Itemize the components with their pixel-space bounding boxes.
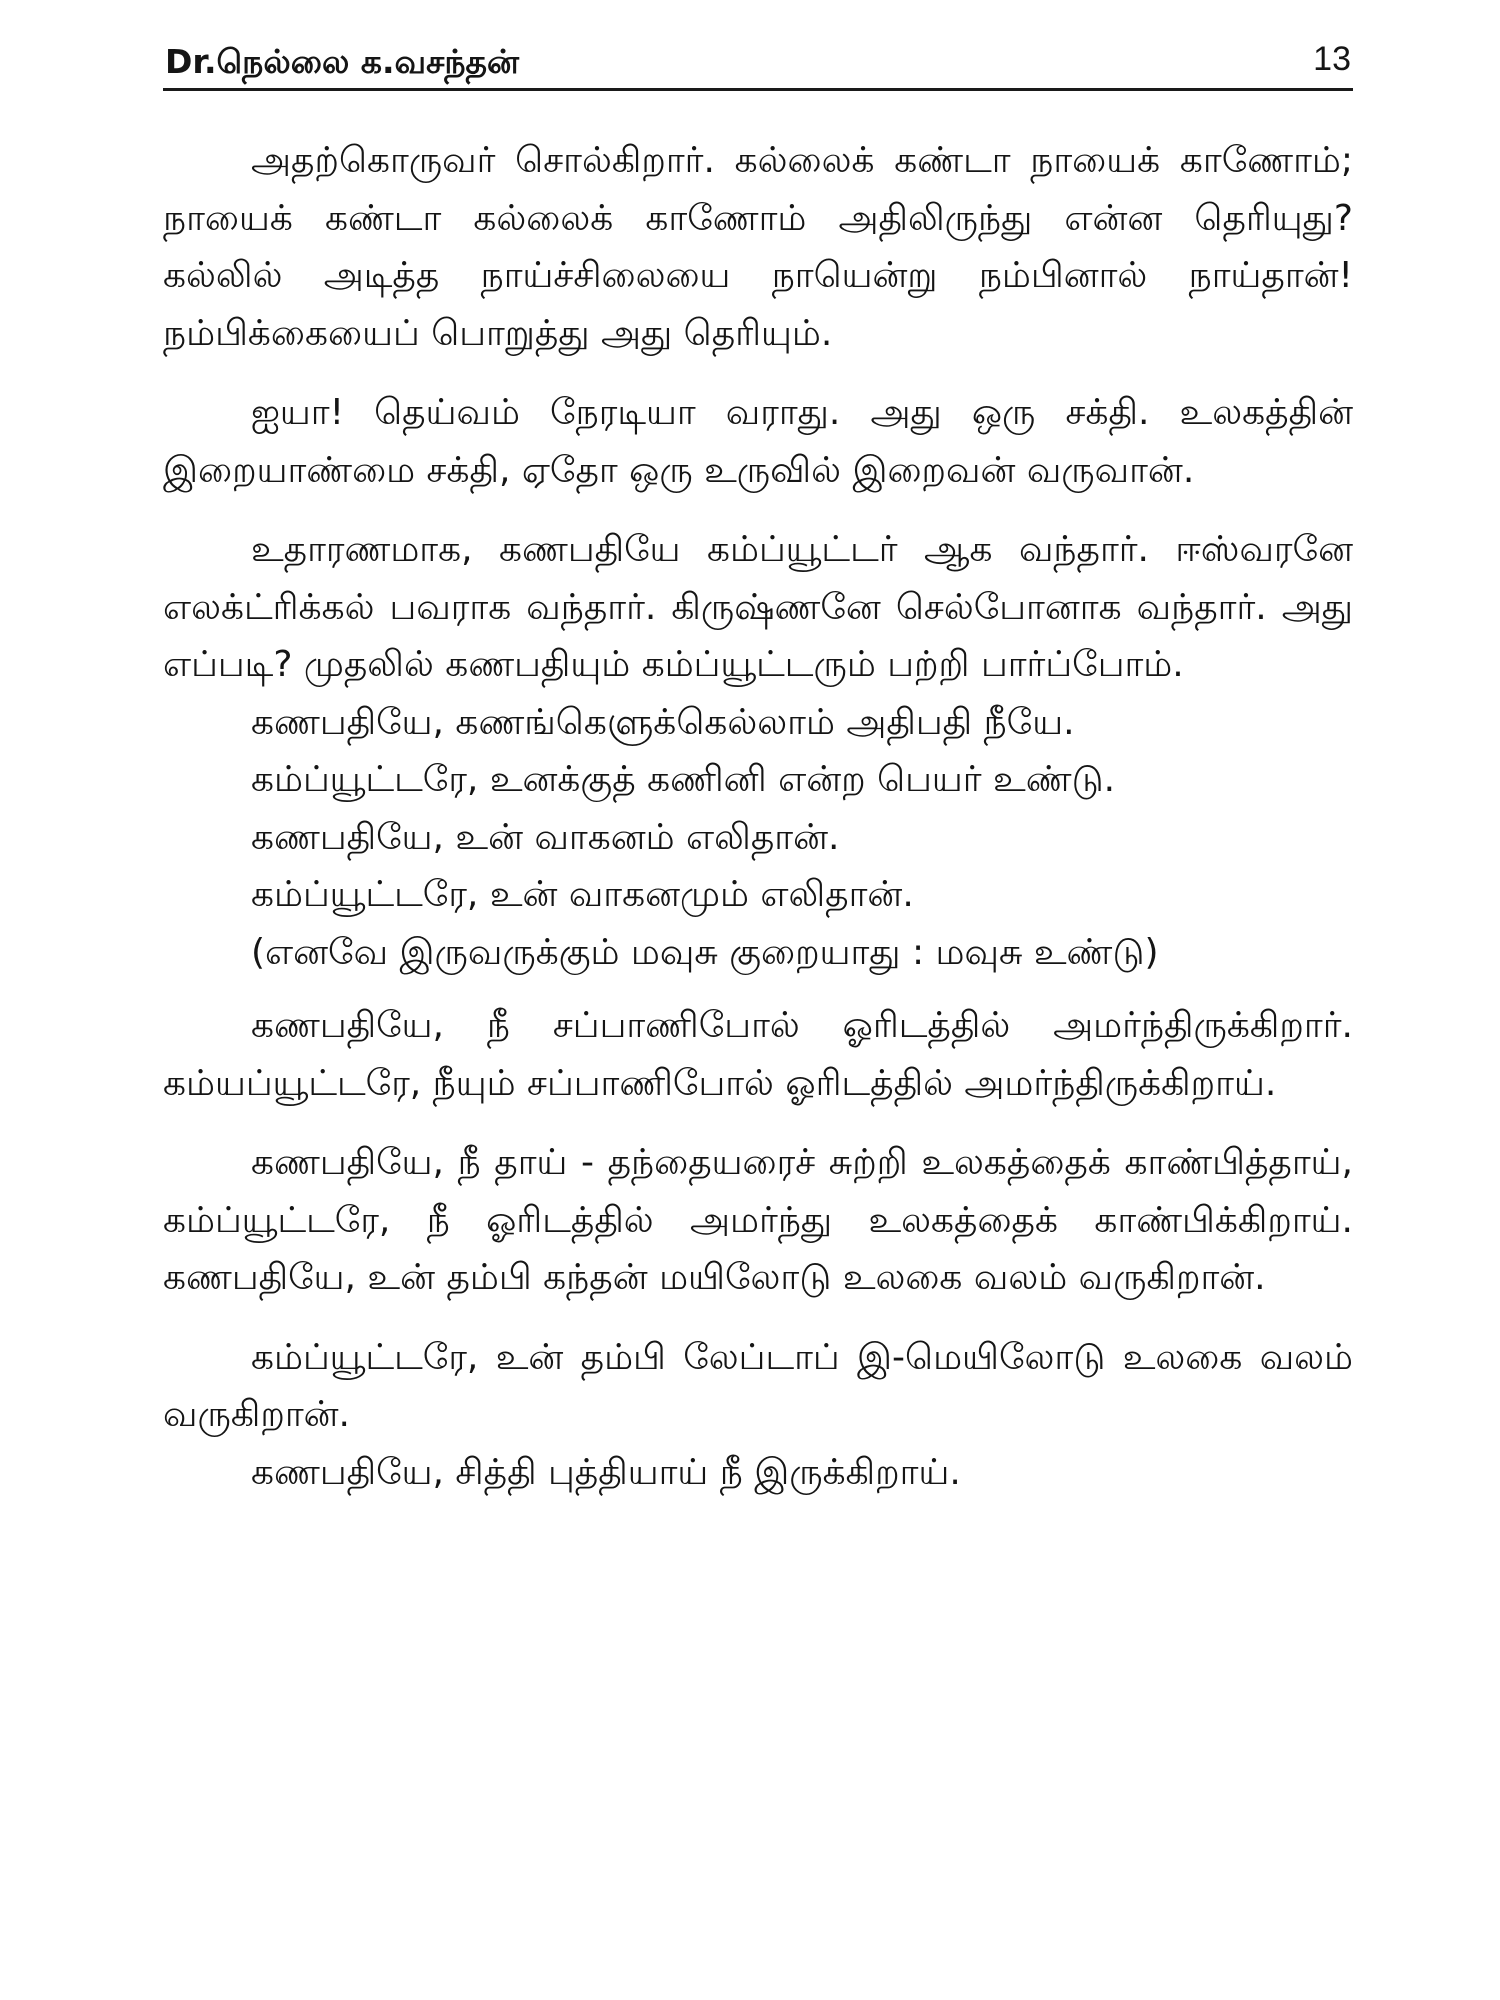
header-author: Dr.நெல்லை க.வசந்தன் <box>165 42 520 81</box>
page-body <box>163 132 1353 1501</box>
paragraph: கணபதியே, நீ தாய் - தந்தையரைச் சுற்றி உலகத்தைக் காண்பித்தாய், கம்ப்யூட்டரே, நீ ஓரிடத்தில் அமர்ந்து உலகத்தைக் காண்பிக்கிறாய். கணபதியே, உன் தம்பி கந்தன் மயிலோடு உலகை வலம் வருகிறான். <box>163 1142 1353 1298</box>
running-header <box>163 38 1353 91</box>
paragraph: ஐயா! தெய்வம் நேரடியா வராது. அது ஒரு சக்தி. உலகத்தின் இறையாண்மை சக்தி, ஏதோ ஒரு உருவில் இறைவன் வருவான். <box>163 392 1353 491</box>
paragraph: உதாரணமாக, கணபதியே கம்ப்யூட்டர் ஆக வந்தார். ஈஸ்வரனே எலக்ட்ரிக்கல் பவராக வந்தார். கிருஷ்ணனே செல்போனாக வந்தார். அது எப்படி? முதலில் கணபதியும் கம்ப்யூட்டரும் பற்றி பார்ப்போம். <box>163 529 1353 685</box>
paragraph: கணபதியே, உன் வாகனம் எலிதான். <box>251 816 840 858</box>
paragraph: (எனவே இருவருக்கும் மவுசு குறையாது : மவுசு உண்டு) <box>251 931 1159 973</box>
paragraph: அதற்கொருவர் சொல்கிறார். கல்லைக் கண்டா நாயைக் காணோம்; நாயைக் கண்டா கல்லைக் காணோம் அதிலிருந்து என்ன தெரியுது? கல்லில் அடித்த நாய்ச்சிலையை நாயென்று நம்பினால் நாய்தான்! நம்பிக்கையைப் பொறுத்து அது தெரியும். <box>163 140 1353 354</box>
paragraph: கம்ப்யூட்டரே, உன் வாகனமும் எலிதான். <box>251 874 914 915</box>
paragraph: கணபதியே, நீ சப்பாணிபோல் ஓரிடத்தில் அமர்ந்திருக்கிறார். கம்யப்யூட்டரே, நீயும் சப்பாணிபோல் ஓரிடத்தில் அமர்ந்திருக்கிறாய். <box>163 1005 1353 1104</box>
paragraph: கம்ப்யூட்டரே, உனக்குத் கணினி என்ற பெயர் உண்டு. <box>251 759 1116 800</box>
paragraph: கணபதியே, சித்தி புத்தியாய் நீ இருக்கிறாய். <box>251 1451 961 1493</box>
page-number: 13 <box>1313 40 1351 78</box>
paragraph: கணபதியே, கணங்கெளுக்கெல்லாம் அதிபதி நீயே. <box>251 701 1075 743</box>
paragraph: கம்ப்யூட்டரே, உன் தம்பி லேப்டாப் இ-மெயிலோடு உலகை வலம் வருகிறான். <box>163 1336 1353 1435</box>
